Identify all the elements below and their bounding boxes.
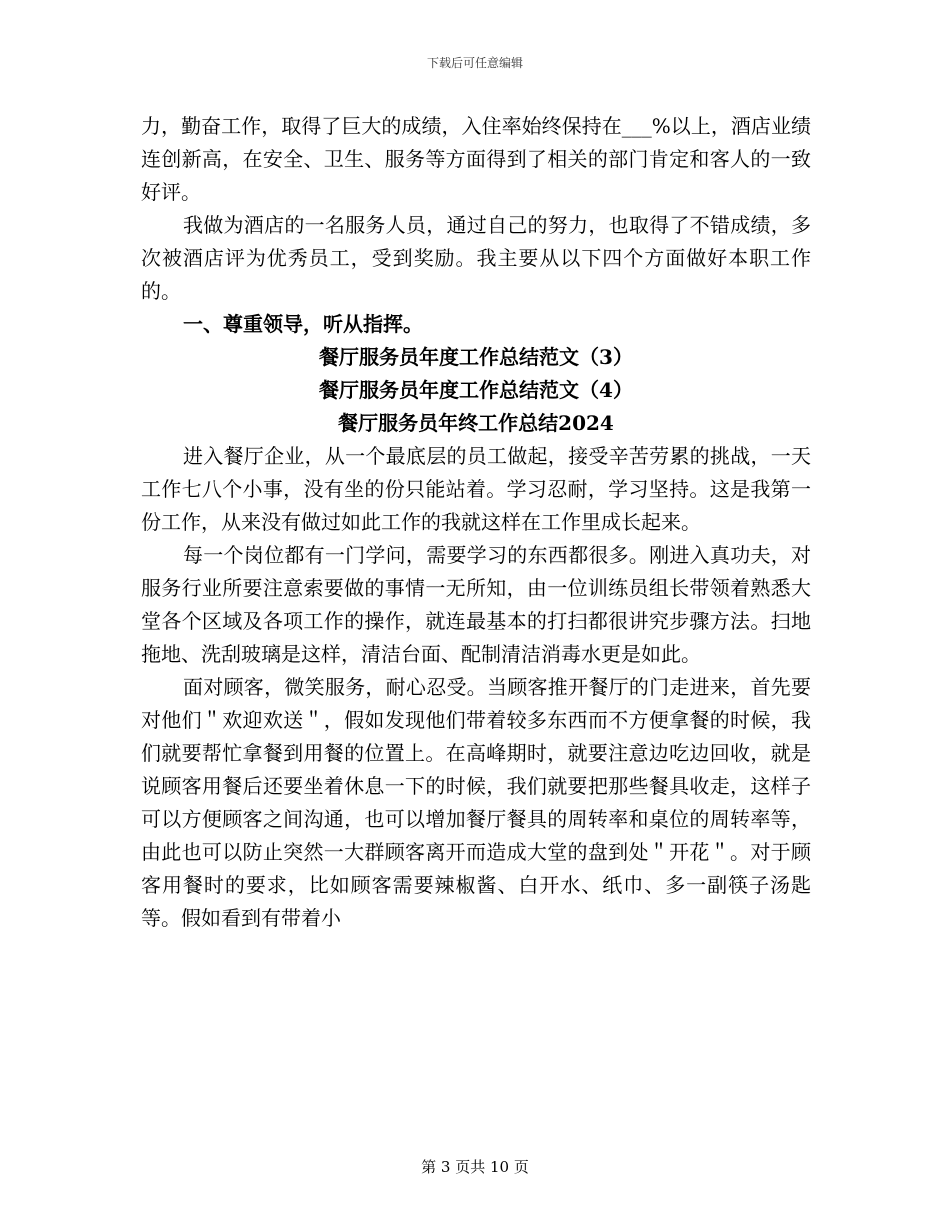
page-header-watermark: 下载后可任意编辑 [426,56,523,70]
paragraph-4: 每一个岗位都有一门学问，需要学习的东西都很多。刚进入真功夫，对服务行业所要注意索要做的事情一无所知，由一位训练员组长带领着熟悉大堂各个区域及各项工作的操作，就连最基本的打扫都很讲究步骤方法。扫地拖地、洗刮玻璃是这样，清洁台面、配制清洁消毒水更是如此。 [141,543,811,666]
paragraph-1: 力，勤奋工作，取得了巨大的成绩，入住率始终保持在___%以上，酒店业绩连创新高，在安全、卫生、服务等方面得到了相关的部门肯定和客人的一致好评。 [141,114,811,204]
paragraph-5: 面对顾客，微笑服务，耐心忍受。当顾客推开餐厅的门走进来，首先要对他们＂欢迎欢送＂，假如发现他们带着较多东西而不方便拿餐的时候，我们就要帮忙拿餐到用餐的位置上。在高峰期时，就要注意边吃边回收，就是说顾客用餐后还要坐着休息一下的时候，我们就要把那些餐具收走，这样子可以方便顾客之间沟通，也可以增加餐厅餐具的周转率和桌位的周转率等，由此也可以防止突然一大群顾客离开而造成大堂的盘到处＂开花＂。对于顾客用餐时的要求，比如顾客需要辣椒酱、白开水、纸巾、多一副筷子汤匙等。假如看到有带着小 [141,675,811,930]
document-title-2024: 餐厅服务员年终工作总结2024 [338,411,614,435]
paragraph-3: 进入餐厅企业，从一个最底层的员工做起，接受辛苦劳累的挑战，一天工作七八个小事，没有坐的份只能站着。学习忍耐，学习坚持。这是我第一份工作，从来没有做过如此工作的我就这样在工作里成长起来。 [141,444,811,534]
section-heading-1: 一、尊重领导，听从指挥。 [183,312,423,336]
page-number-footer: 第 3 页共 10 页 [421,1158,529,1176]
document-title-3: 餐厅服务员年度工作总结范文（3） [319,345,633,369]
paragraph-2: 我做为酒店的一名服务人员，通过自己的努力，也取得了不错成绩，多次被酒店评为优秀员工，受到奖励。我主要从以下四个方面做好本职工作的。 [141,213,811,303]
document-title-4: 餐厅服务员年度工作总结范文（4） [319,378,633,402]
document-body [141,110,811,935]
